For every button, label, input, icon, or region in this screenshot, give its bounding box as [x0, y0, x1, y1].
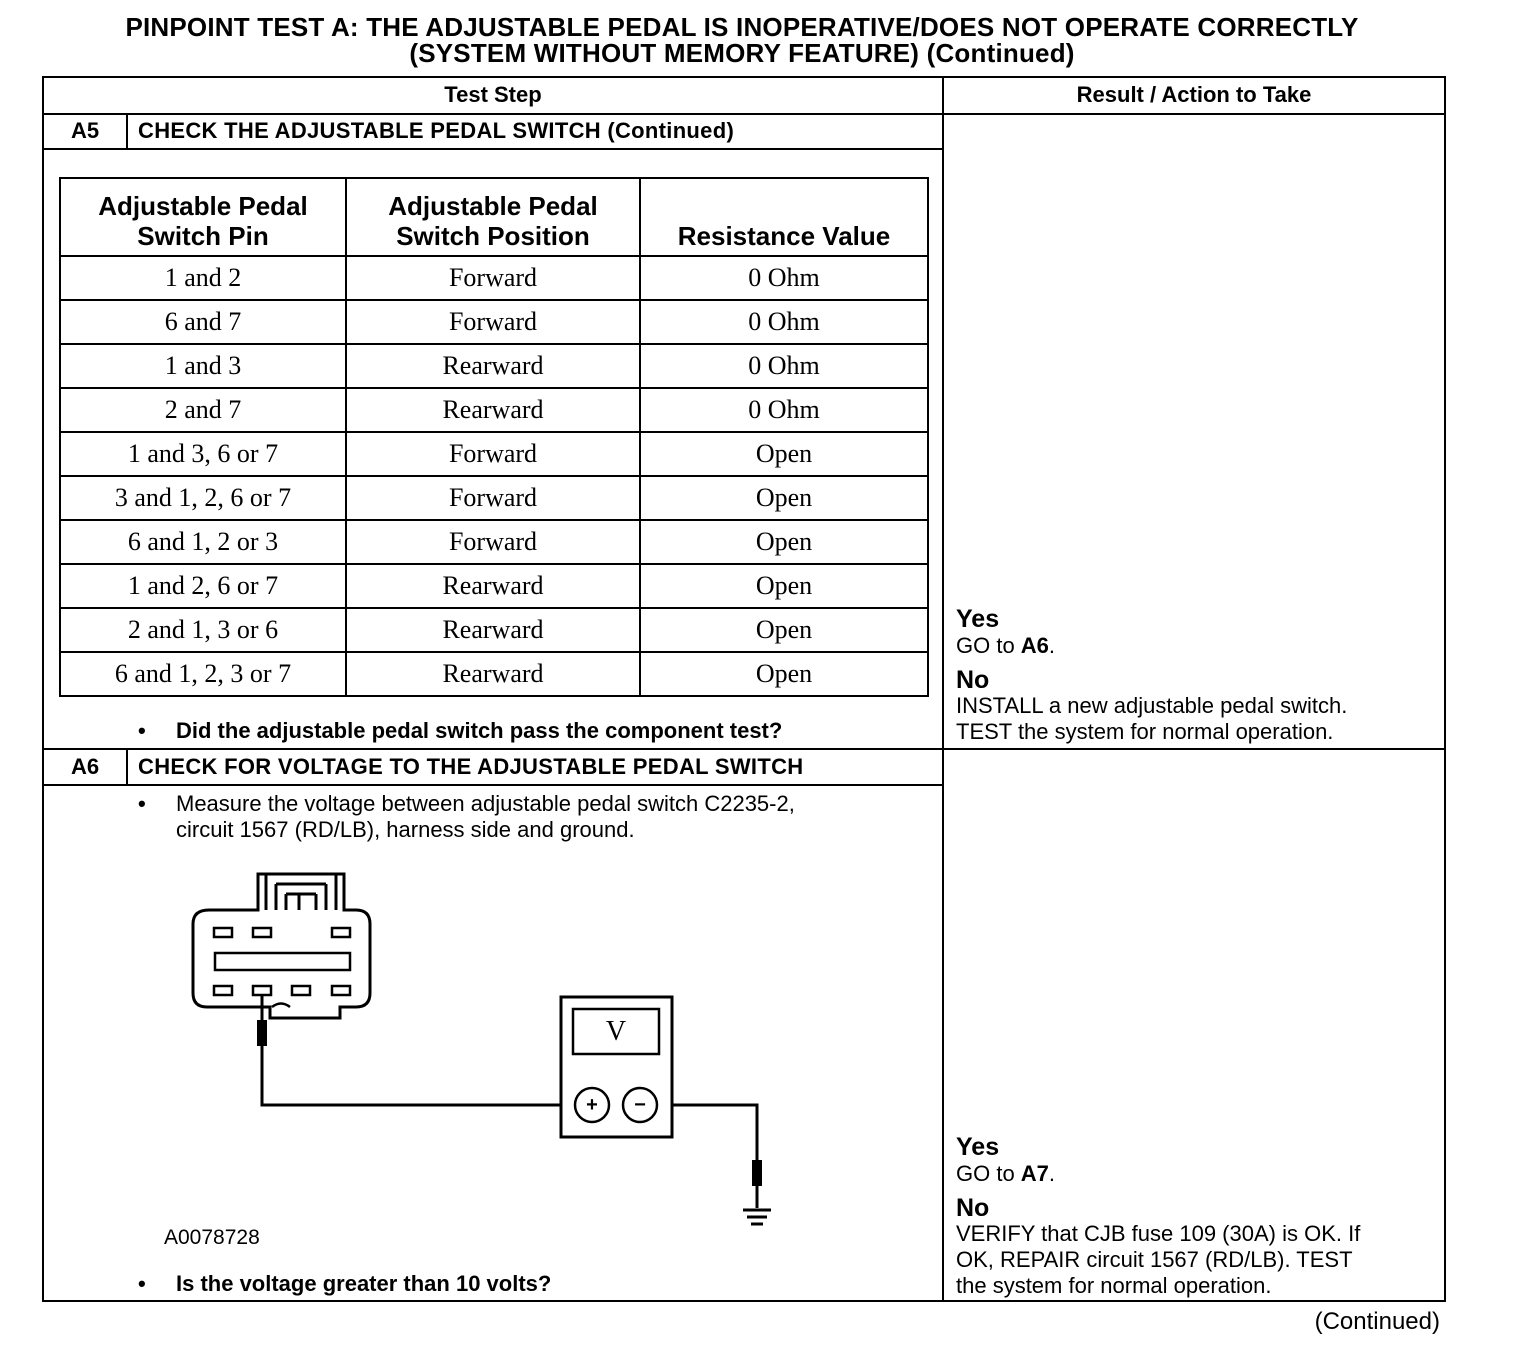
cell-pin: 1 and 2, 6 or 7 — [60, 564, 346, 608]
cell-resistance: Open — [640, 476, 928, 520]
cell-resistance: Open — [640, 520, 928, 564]
cell-position: Rearward — [346, 608, 640, 652]
continued-label: (Continued) — [1314, 1308, 1440, 1335]
a6-yes-target: A7 — [1020, 1161, 1049, 1186]
a5-yes-target: A6 — [1020, 633, 1049, 658]
col-switch-position: Adjustable Pedal Switch Position — [346, 178, 640, 256]
cell-pin: 6 and 1, 2 or 3 — [60, 520, 346, 564]
a6-no-label: No — [956, 1194, 990, 1222]
a6-no-action-line1: VERIFY that CJB fuse 109 (30A) is OK. If — [956, 1221, 1361, 1246]
cell-resistance: Open — [640, 652, 928, 696]
cell-pin: 3 and 1, 2, 6 or 7 — [60, 476, 346, 520]
col-switch-pin: Adjustable Pedal Switch Pin — [60, 178, 346, 256]
cell-position: Forward — [346, 432, 640, 476]
a5-yes-suffix: . — [1048, 633, 1056, 658]
a6-yes-label: Yes — [956, 1133, 1000, 1161]
cell-resistance: Open — [640, 608, 928, 652]
col-resistance-value: Resistance Value — [640, 178, 928, 256]
cell-pin: 2 and 1, 3 or 6 — [60, 608, 346, 652]
a5-no-action-line2: TEST the system for normal operation. — [956, 719, 1334, 744]
step-a6-title: CHECK FOR VOLTAGE TO THE ADJUSTABLE PEDAL SWITCH — [138, 754, 804, 779]
ground-icon — [743, 1186, 771, 1224]
cell-resistance: 0 Ohm — [640, 388, 928, 432]
cell-position: Rearward — [346, 652, 640, 696]
voltmeter-display-label: V — [605, 1016, 627, 1047]
step-a5-title: CHECK THE ADJUSTABLE PEDAL SWITCH (Continued) — [138, 118, 735, 143]
cell-position: Forward — [346, 256, 640, 300]
cell-position: Rearward — [346, 344, 640, 388]
cell-position: Forward — [346, 520, 640, 564]
a6-no-action-line2: OK, REPAIR circuit 1567 (RD/LB). TEST — [956, 1247, 1353, 1272]
step-a6-question-text: Is the voltage greater than 10 volts? — [176, 1271, 552, 1296]
cell-resistance: 0 Ohm — [640, 344, 928, 388]
cell-position: Forward — [346, 476, 640, 520]
cell-resistance: 0 Ohm — [640, 300, 928, 344]
test-leads — [262, 995, 757, 1160]
cell-pin: 1 and 3 — [60, 344, 346, 388]
a6-yes-suffix: . — [1048, 1161, 1056, 1186]
a5-yes-label: Yes — [956, 605, 1000, 633]
a5-no-label: No — [956, 666, 990, 694]
cell-position: Rearward — [346, 564, 640, 608]
figure-id: A0078728 — [164, 1226, 260, 1249]
cell-pin: 2 and 7 — [60, 388, 346, 432]
header-result-action: Result / Action to Take — [1076, 82, 1312, 107]
step-a5-id: A5 — [70, 118, 100, 143]
cell-pin: 1 and 2 — [60, 256, 346, 300]
a6-no-action-line3: the system for normal operation. — [956, 1273, 1272, 1298]
plus-sign: + — [586, 1094, 598, 1116]
cell-position: Rearward — [346, 388, 640, 432]
cell-pin: 1 and 3, 6 or 7 — [60, 432, 346, 476]
cell-position: Forward — [346, 300, 640, 344]
a5-no-action-line1: INSTALL a new adjustable pedal switch. — [956, 693, 1348, 718]
step-a5-question-text: Did the adjustable pedal switch pass the component test? — [176, 718, 783, 743]
page-title-line2: (SYSTEM WITHOUT MEMORY FEATURE) (Continued) — [409, 38, 1075, 68]
cell-resistance: Open — [640, 564, 928, 608]
connector-latch — [266, 874, 336, 910]
connector-body — [193, 874, 370, 1018]
minus-sign: − — [634, 1094, 646, 1116]
cell-resistance: 0 Ohm — [640, 256, 928, 300]
cell-resistance: Open — [640, 432, 928, 476]
a5-yes-prefix: GO to — [956, 633, 1021, 658]
cell-pin: 6 and 1, 2, 3 or 7 — [60, 652, 346, 696]
connector-slot-wide — [215, 953, 350, 970]
a6-yes-prefix: GO to — [956, 1161, 1021, 1186]
header-test-step: Test Step — [444, 82, 542, 107]
connector-pins — [214, 928, 350, 1007]
step-a6-instruction-line1: Measure the voltage between adjustable pedal switch C2235-2, — [176, 791, 795, 816]
cell-pin: 6 and 7 — [60, 300, 346, 344]
a6-yes-action — [956, 1161, 1055, 1187]
probe-tip-positive — [257, 1020, 267, 1046]
probe-tip-ground — [752, 1160, 762, 1186]
page-title-line1: PINPOINT TEST A: THE ADJUSTABLE PEDAL IS INOPERATIVE/DOES NOT OPERATE CORRECTLY — [125, 12, 1359, 42]
step-a6-instruction-line2: circuit 1567 (RD/LB), harness side and ground. — [176, 817, 635, 842]
step-a6-id: A6 — [70, 754, 100, 779]
